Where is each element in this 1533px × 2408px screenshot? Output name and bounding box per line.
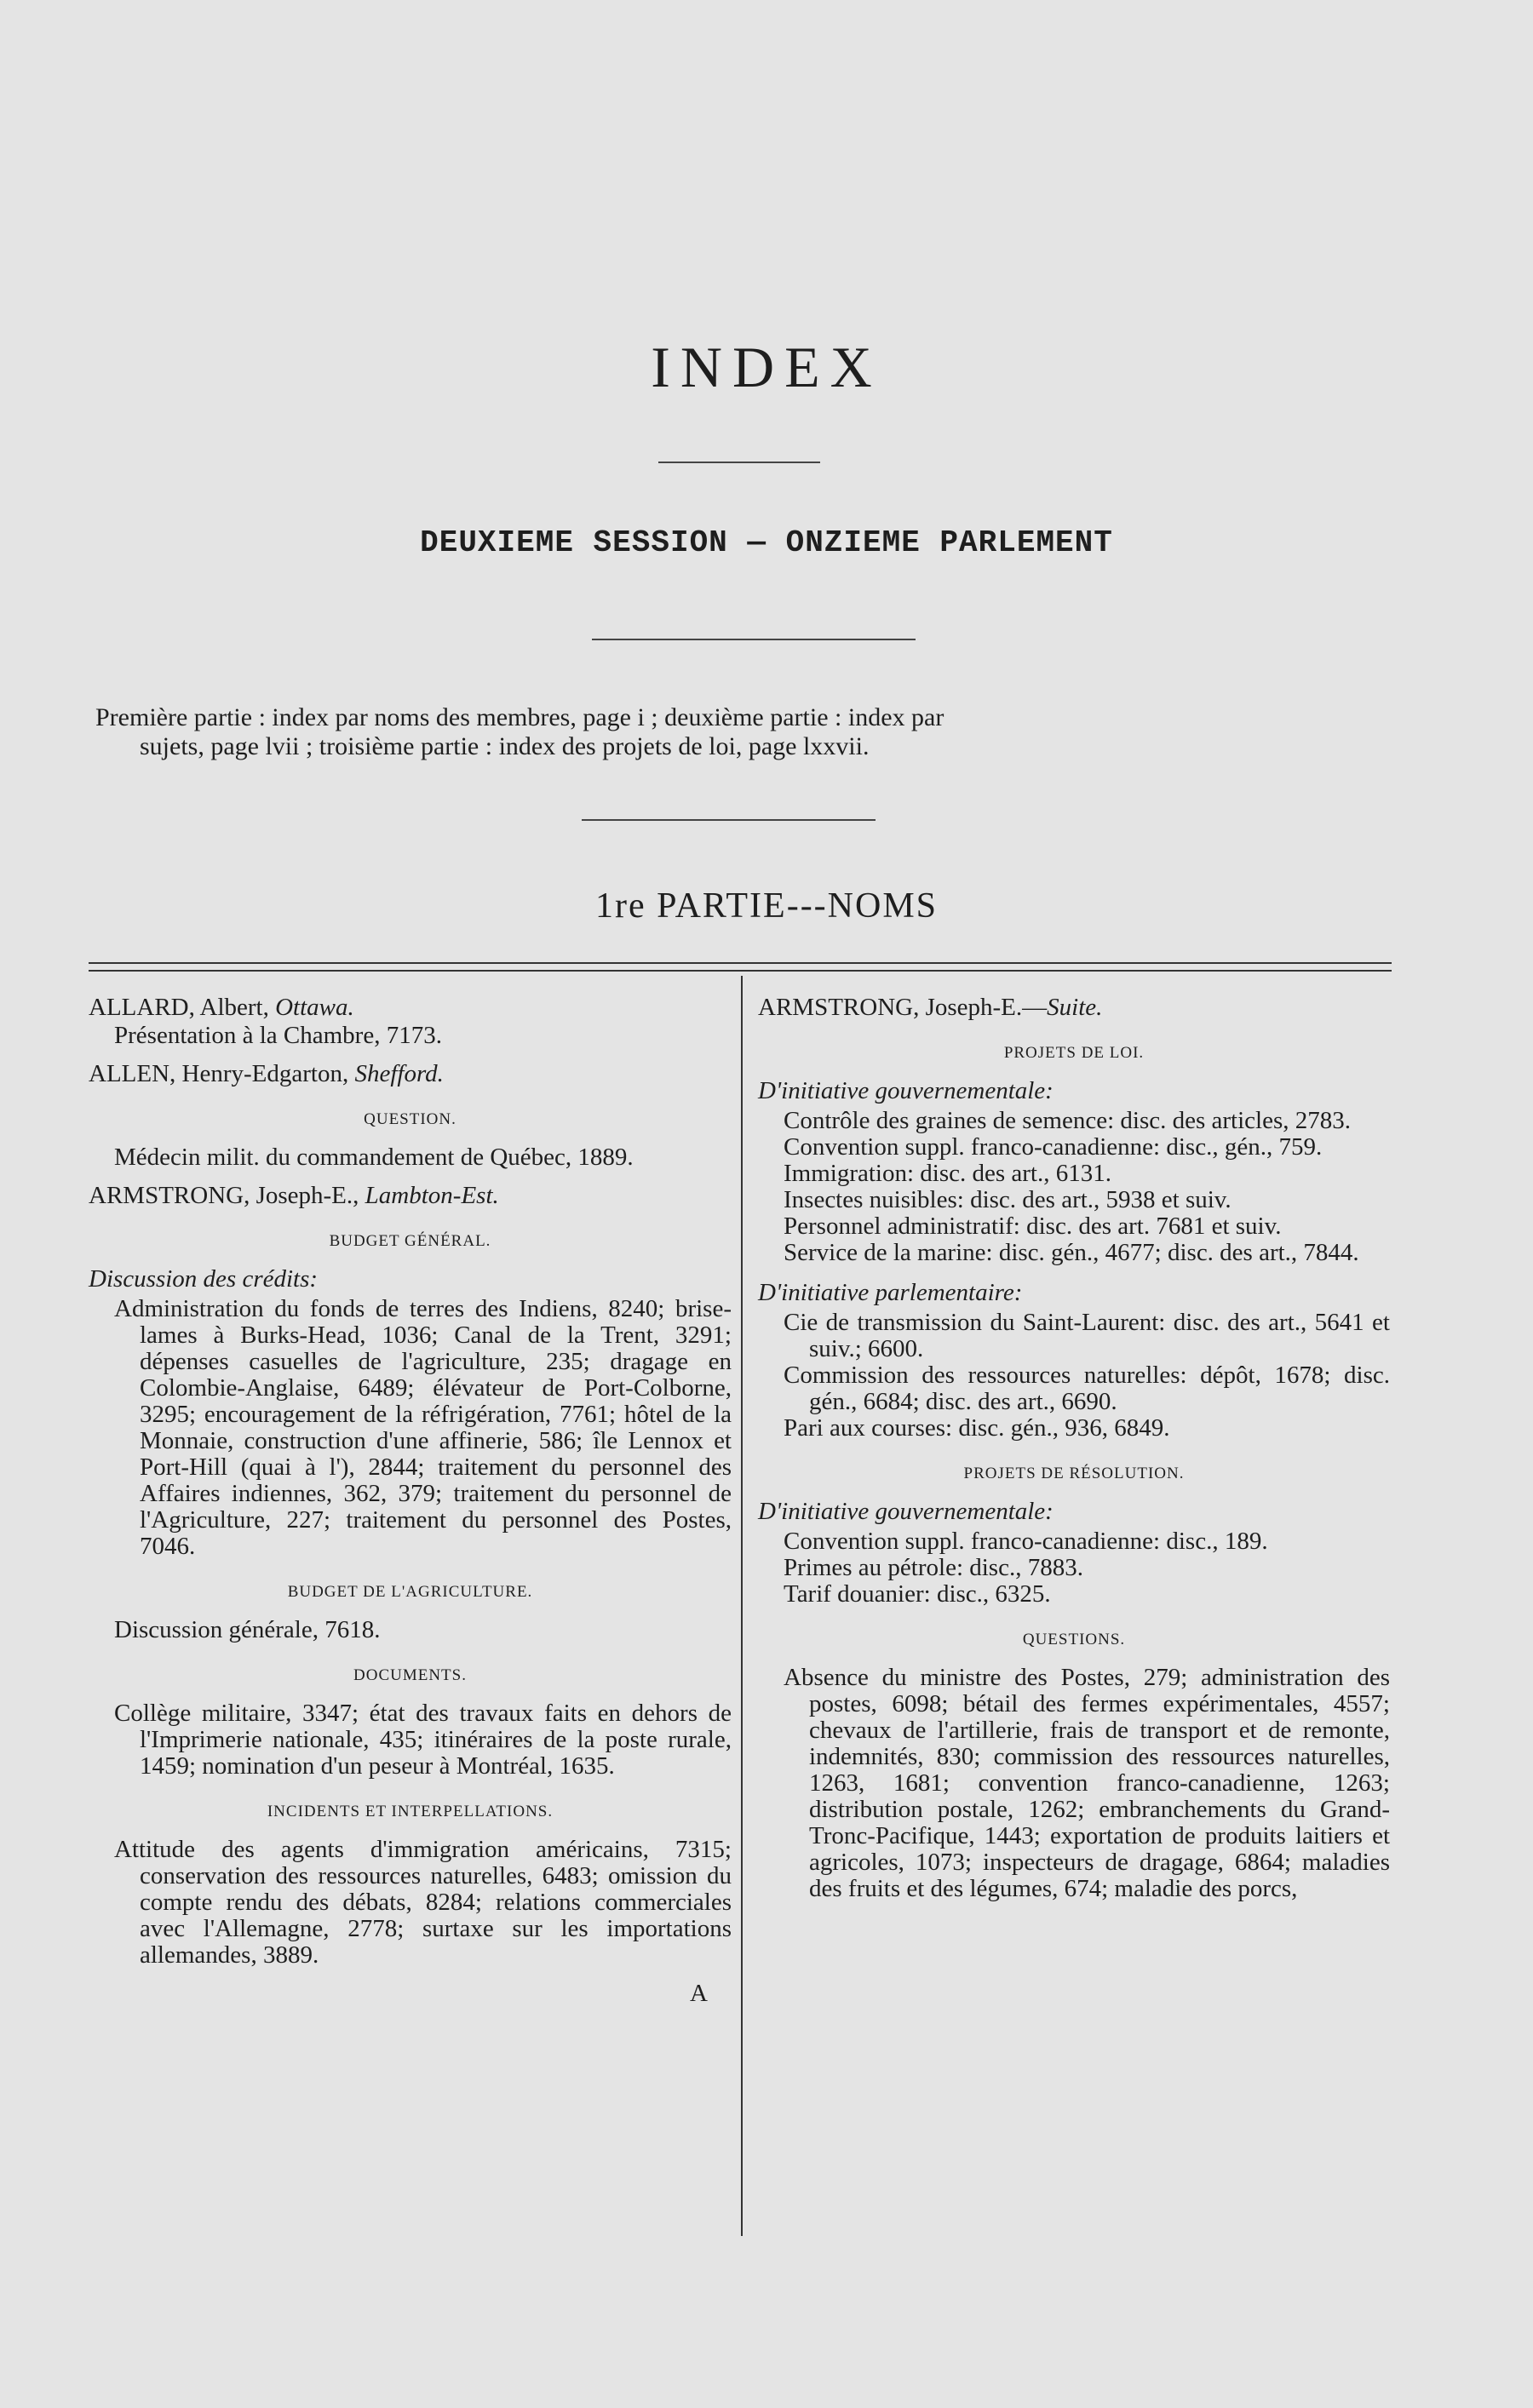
part-title: 1re PARTIE---NOMS [594,886,939,926]
list-item: Personnel administratif: disc. des art. 7681 et suiv. [784,1213,1282,1240]
page-title: INDEX [651,335,882,399]
list-item: Contrôle des graines de semence: disc. des articles, 2783. [784,1107,1351,1134]
member-name: ARMSTRONG, Joseph-E., [89,1182,359,1209]
member-riding: Lambton-Est. [365,1182,499,1209]
entry-allen [89,1061,732,1171]
section-heading: INCIDENTS ET INTERPELLATIONS. [267,1803,554,1820]
section-heading: QUESTION. [364,1110,456,1128]
section-heading: DOCUMENTS. [353,1666,467,1684]
list-item: Commission des ressources naturelles: dépôt, 1678; disc. gén., 6684; disc. des art., 6690. [784,1362,1390,1415]
entry-text: Absence du ministre des Postes, 279; administration des postes, 6098; bétail des fermes expérimentales, 4557; chevaux de l'artillerie, frais de transport et de remonte, indemnités, 830; commission des ressources naturelles, 1263, 1681; convention franco-canadienne, 1263; distribution postale, 1262; embranchements du Grand-Tronc-Pacifique, 1443; exportation de produits laitiers et agricoles, 1073; inspecteurs de dragage, 6864; maladies des fruits et des légumes, 674; maladie des porcs, [784,1664,1390,1902]
list-item: Service de la marine: disc. gén., 4677; disc. des art., 7844. [784,1239,1359,1266]
section-heading: BUDGET DE L'AGRICULTURE. [287,1583,533,1601]
entry-allard [89,995,732,1049]
entry-text: Discussion générale, 7618. [114,1616,381,1643]
list-item: Convention suppl. franco-canadienne: disc., 189. [784,1528,1268,1555]
intro-line-2: sujets, page lvii ; troisième partie : index des projets de loi, page lxxvii. [140,732,870,760]
entry-text: Administration du fonds de terres des Indiens, 8240; brise-lames à Burks-Head, 1036; Canal de la Trent, 3291; dépenses casuelles de l'agriculture, 235; dragage en Colombie-Anglaise, 6489; élévateur de Port-Colborne, 3295; encouragement de la réfrigération, 7761; hôtel de la Monnaie, construction d'une affinerie, 586; île Lennox et Port-Hill (quai à l'), 2844; traitement du personnel des Affaires indiennes, 362, 379; traitement du personnel de l'Agriculture, 227; traitement du personnel des Postes, 7046. [114,1295,732,1560]
signature-mark: A [690,1980,708,2007]
entry-item: Présentation à la Chambre, 7173. [114,1022,442,1049]
intro-paragraph [95,703,1373,761]
list-item: Convention suppl. franco-canadienne: disc., gén., 759. [784,1133,1323,1161]
section-heading: BUDGET GÉNÉRAL. [329,1232,491,1250]
member-riding: Ottawa. [275,994,354,1021]
session-subtitle: DEUXIEME SESSION — ONZIEME PARLEMENT [420,525,1113,560]
member-name: ALLARD, Albert, [89,994,269,1021]
continued-entry-name [758,995,1390,1021]
column-divider [741,976,743,2236]
entry-name [89,1183,732,1209]
list-item: Pari aux courses: disc. gén., 936, 6849. [784,1414,1170,1442]
entry-text: Collège militaire, 3347; état des travaux faits en dehors de l'Imprimerie nationale, 435; itinéraires de la poste rurale, 1459; nomination d'un peseur à Montréal, 1635. [114,1700,732,1780]
section-heading: PROJETS DE LOI. [1003,1044,1145,1062]
suite-label: Suite. [1047,994,1103,1021]
right-column [758,995,1390,1902]
member-riding: Shefford. [354,1060,444,1087]
member-name: ALLEN, Henry-Edgarton, [89,1060,349,1087]
list-item: Insectes nuisibles: disc. des art., 5938 et suiv. [784,1186,1232,1213]
subsection-heading: D'initiative gouvernementale: [758,1498,1054,1525]
section-heading: PROJETS DE RÉSOLUTION. [963,1465,1185,1482]
left-column [89,995,732,2007]
section-heading: QUESTIONS. [1022,1631,1126,1648]
entry-name [89,995,732,1021]
list-item: Immigration: disc. des art., 6131. [784,1160,1111,1187]
subsection-heading: D'initiative gouvernementale: [758,1077,1054,1104]
entry-armstrong [89,1183,732,1969]
intro-line-1: Première partie : index par noms des membres, page i ; deuxième partie : index par [95,703,944,731]
intro-rule [582,819,876,821]
entry-text: Attitude des agents d'immigration américains, 7315; conservation des ressources naturelles, 6483; omission du compte rendu des débats, 8284; relations commerciales avec l'Allemagne, 2778; surtaxe sur les importations allemandes, 3889. [114,1836,732,1969]
subsection-heading: Discussion des crédits: [89,1265,319,1293]
entry-name [89,1061,732,1087]
subsection-heading: D'initiative parlementaire: [758,1279,1023,1306]
double-rule-bottom [89,970,1392,972]
list-item: Cie de transmission du Saint-Laurent: disc. des art., 5641 et suiv.; 6600. [784,1309,1390,1362]
title-rule [658,462,820,463]
subtitle-rule [592,639,916,640]
list-item: Tarif douanier: disc., 6325. [784,1580,1051,1608]
list-item: Primes au pétrole: disc., 7883. [784,1554,1083,1581]
entry-item: Médecin milit. du commandement de Québec, 1889. [114,1144,634,1171]
member-name: ARMSTRONG, Joseph-E.— [758,994,1048,1021]
double-rule-top [89,962,1392,964]
